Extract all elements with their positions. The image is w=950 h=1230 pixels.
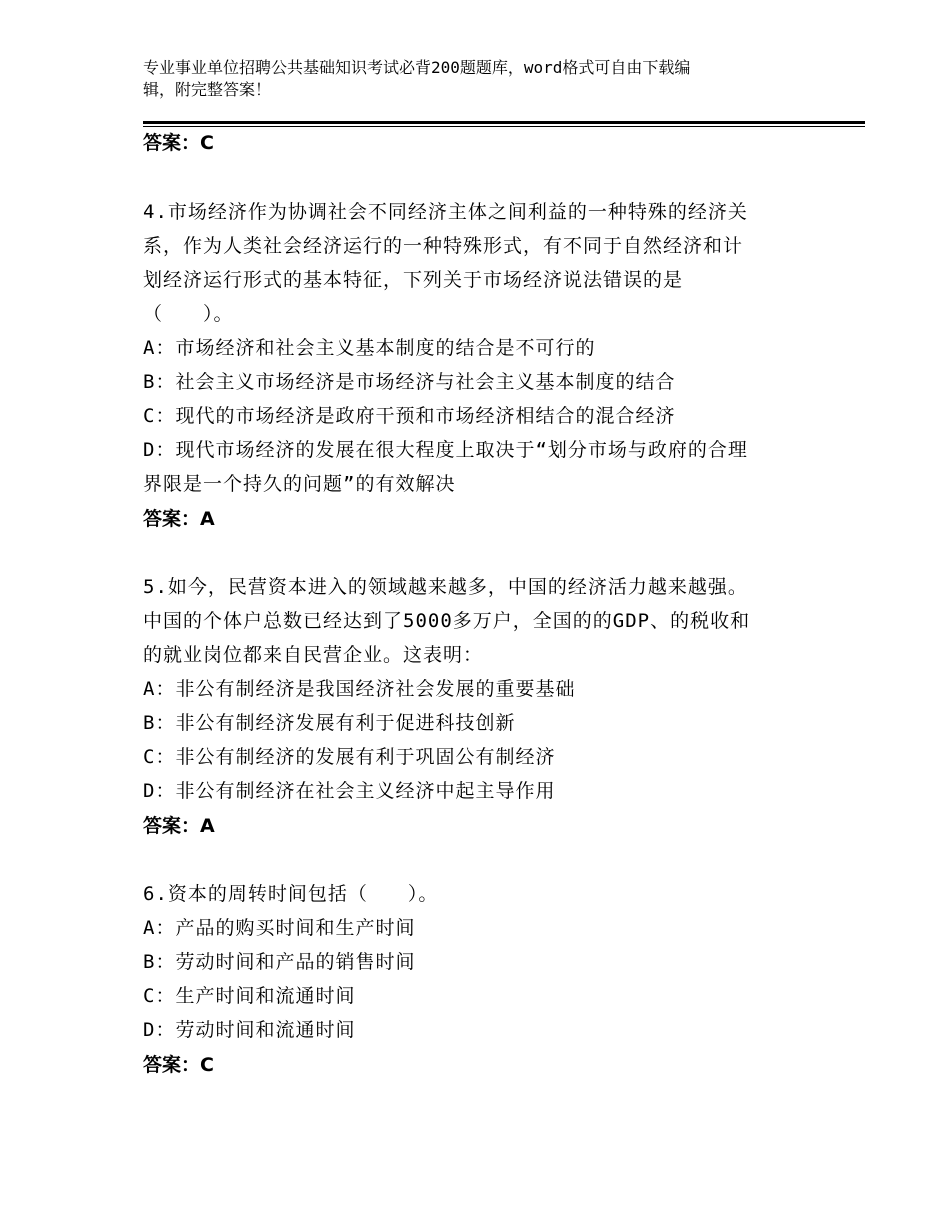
option-a: A：市场经济和社会主义基本制度的结合是不可行的 bbox=[143, 337, 596, 359]
answer-label: 答案：C bbox=[143, 1054, 214, 1076]
question-stem-line: 5.如今，民营资本进入的领域越来越多，中国的经济活力越来越强。 bbox=[143, 576, 748, 598]
answer-label: 答案：C bbox=[143, 132, 214, 154]
option-d: D：现代市场经济的发展在很大程度上取决于“划分市场与政府的合理 bbox=[143, 439, 748, 461]
header-rule-thick bbox=[143, 121, 865, 124]
page-header bbox=[143, 57, 803, 101]
option-c: C：生产时间和流通时间 bbox=[143, 985, 356, 1007]
header-line: 专业事业单位招聘公共基础知识考试必背200题题库，word格式可自由下载编 bbox=[143, 58, 691, 77]
question-stem-line: （ ）。 bbox=[143, 303, 234, 325]
option-b: B：劳动时间和产品的销售时间 bbox=[143, 951, 416, 973]
question-stem-line: 系，作为人类社会经济运行的一种特殊形式，有不同于自然经济和计 bbox=[143, 235, 744, 257]
option-d-continued: 界限是一个持久的问题”的有效解决 bbox=[143, 473, 456, 495]
option-a: A：产品的购买时间和生产时间 bbox=[143, 917, 416, 939]
option-c: C：非公有制经济的发展有利于巩固公有制经济 bbox=[143, 746, 556, 768]
question-stem-line: 中国的个体户总数已经达到了5000多万户，全国的的GDP、的税收和 bbox=[143, 610, 751, 632]
option-a: A：非公有制经济是我国经济社会发展的重要基础 bbox=[143, 678, 576, 700]
option-b: B：非公有制经济发展有利于促进科技创新 bbox=[143, 712, 516, 734]
question-stem-line: 划经济运行形式的基本特征，下列关于市场经济说法错误的是 bbox=[143, 269, 684, 291]
question-stem-line: 的就业岗位都来自民营企业。这表明： bbox=[143, 644, 484, 666]
answer-label: 答案：A bbox=[143, 815, 215, 837]
question-stem-line: 4.市场经济作为协调社会不同经济主体之间利益的一种特殊的经济关 bbox=[143, 201, 748, 223]
option-c: C：现代的市场经济是政府干预和市场经济相结合的混合经济 bbox=[143, 405, 676, 427]
option-d: D：劳动时间和流通时间 bbox=[143, 1019, 356, 1041]
answer-label: 答案：A bbox=[143, 508, 215, 530]
header-rule-thin bbox=[143, 126, 865, 127]
question-stem-line: 6.资本的周转时间包括（ ）。 bbox=[143, 883, 439, 905]
option-b: B：社会主义市场经济是市场经济与社会主义基本制度的结合 bbox=[143, 371, 676, 393]
header-line: 辑，附完整答案！ bbox=[143, 80, 272, 99]
option-d: D：非公有制经济在社会主义经济中起主导作用 bbox=[143, 780, 556, 802]
